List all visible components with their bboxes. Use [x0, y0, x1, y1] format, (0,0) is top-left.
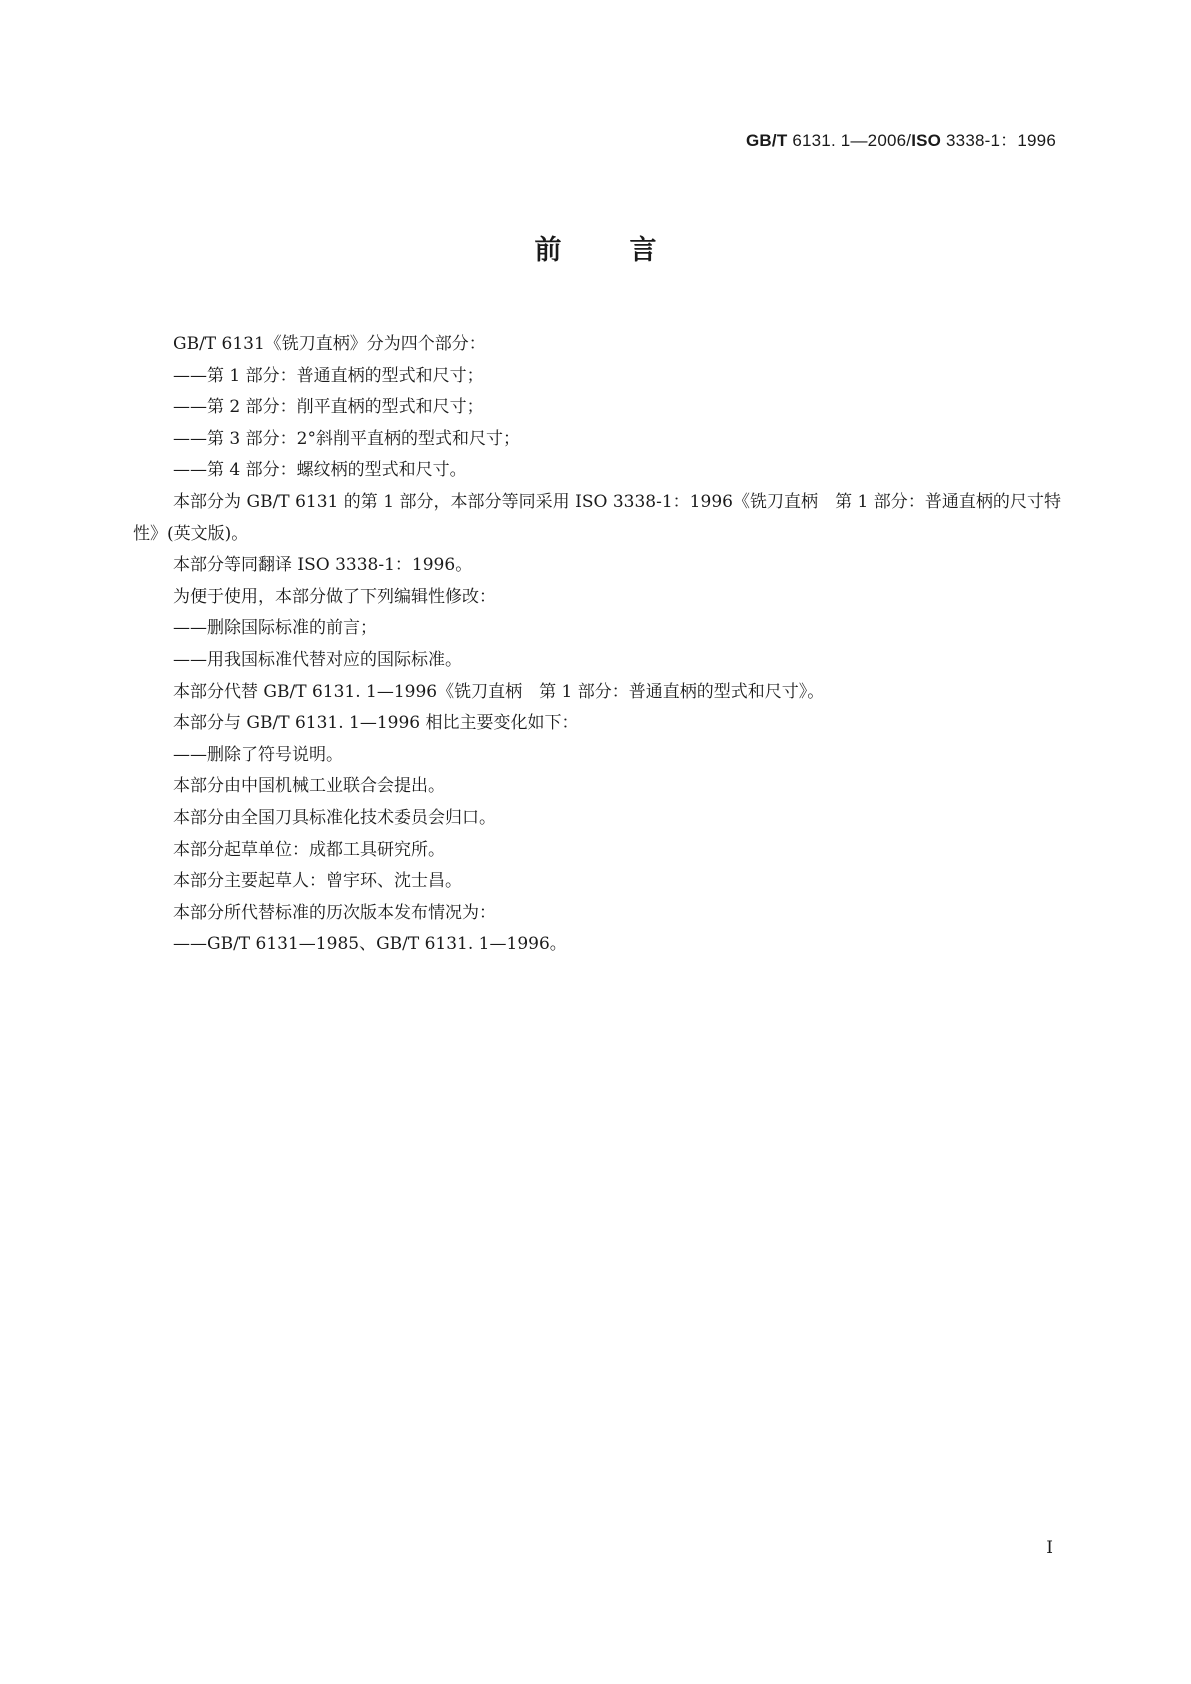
foreword-body — [133, 329, 1061, 961]
standard-prefix-gbt: GB/T — [746, 131, 788, 150]
paragraph: 本部分主要起草人：曾宇环、沈士昌。 — [173, 871, 462, 892]
iso-number: 3338-1：1996 — [941, 131, 1056, 150]
standard-code-header — [746, 126, 1056, 151]
list-item: ——删除国际标准的前言； — [173, 618, 377, 639]
list-item: ——第 1 部分：普通直柄的型式和尺寸； — [173, 365, 484, 386]
paragraph: 本部分等同翻译 ISO 3338-1：1996。 — [173, 555, 473, 576]
paragraph: 本部分由全国刀具标准化技术委员会归口。 — [173, 807, 496, 828]
paragraph: 本部分所代替标准的历次版本发布情况为： — [173, 902, 496, 923]
paragraph: 为便于使用，本部分做了下列编辑性修改： — [173, 586, 496, 607]
paragraph: 本部分由中国机械工业联合会提出。 — [173, 776, 445, 797]
page-title: 前言 — [534, 235, 725, 266]
list-item: ——第 2 部分：削平直柄的型式和尺寸； — [173, 397, 484, 418]
list-item: ——GB/T 6131—1985、GB/T 6131. 1—1996。 — [173, 934, 567, 955]
page-number: I — [1046, 1538, 1053, 1558]
list-item: ——删除了符号说明。 — [173, 744, 343, 765]
paragraph: 本部分起草单位：成都工具研究所。 — [173, 839, 445, 860]
paragraph: 本部分代替 GB/T 6131. 1—1996《铣刀直柄 第 1 部分：普通直柄的型式和尺寸》。 — [173, 681, 825, 702]
paragraph: 本部分与 GB/T 6131. 1—1996 相比主要变化如下： — [173, 713, 579, 734]
paragraph: 本部分为 GB/T 6131 的第 1 部分，本部分等同采用 ISO 3338-1：1996《铣刀直柄 第 1 部分：普通直柄的尺寸特性》(英文版)。 — [133, 491, 1061, 544]
paragraph: GB/T 6131《铣刀直柄》分为四个部分： — [173, 334, 486, 354]
standard-prefix-iso: ISO — [911, 131, 942, 150]
list-item: ——用我国标准代替对应的国际标准。 — [173, 649, 462, 670]
list-item: ——第 4 部分：螺纹柄的型式和尺寸。 — [173, 460, 467, 481]
list-item: ——第 3 部分：2°斜削平直柄的型式和尺寸； — [173, 428, 520, 449]
standard-number: 6131. 1—2006/ — [787, 131, 912, 150]
